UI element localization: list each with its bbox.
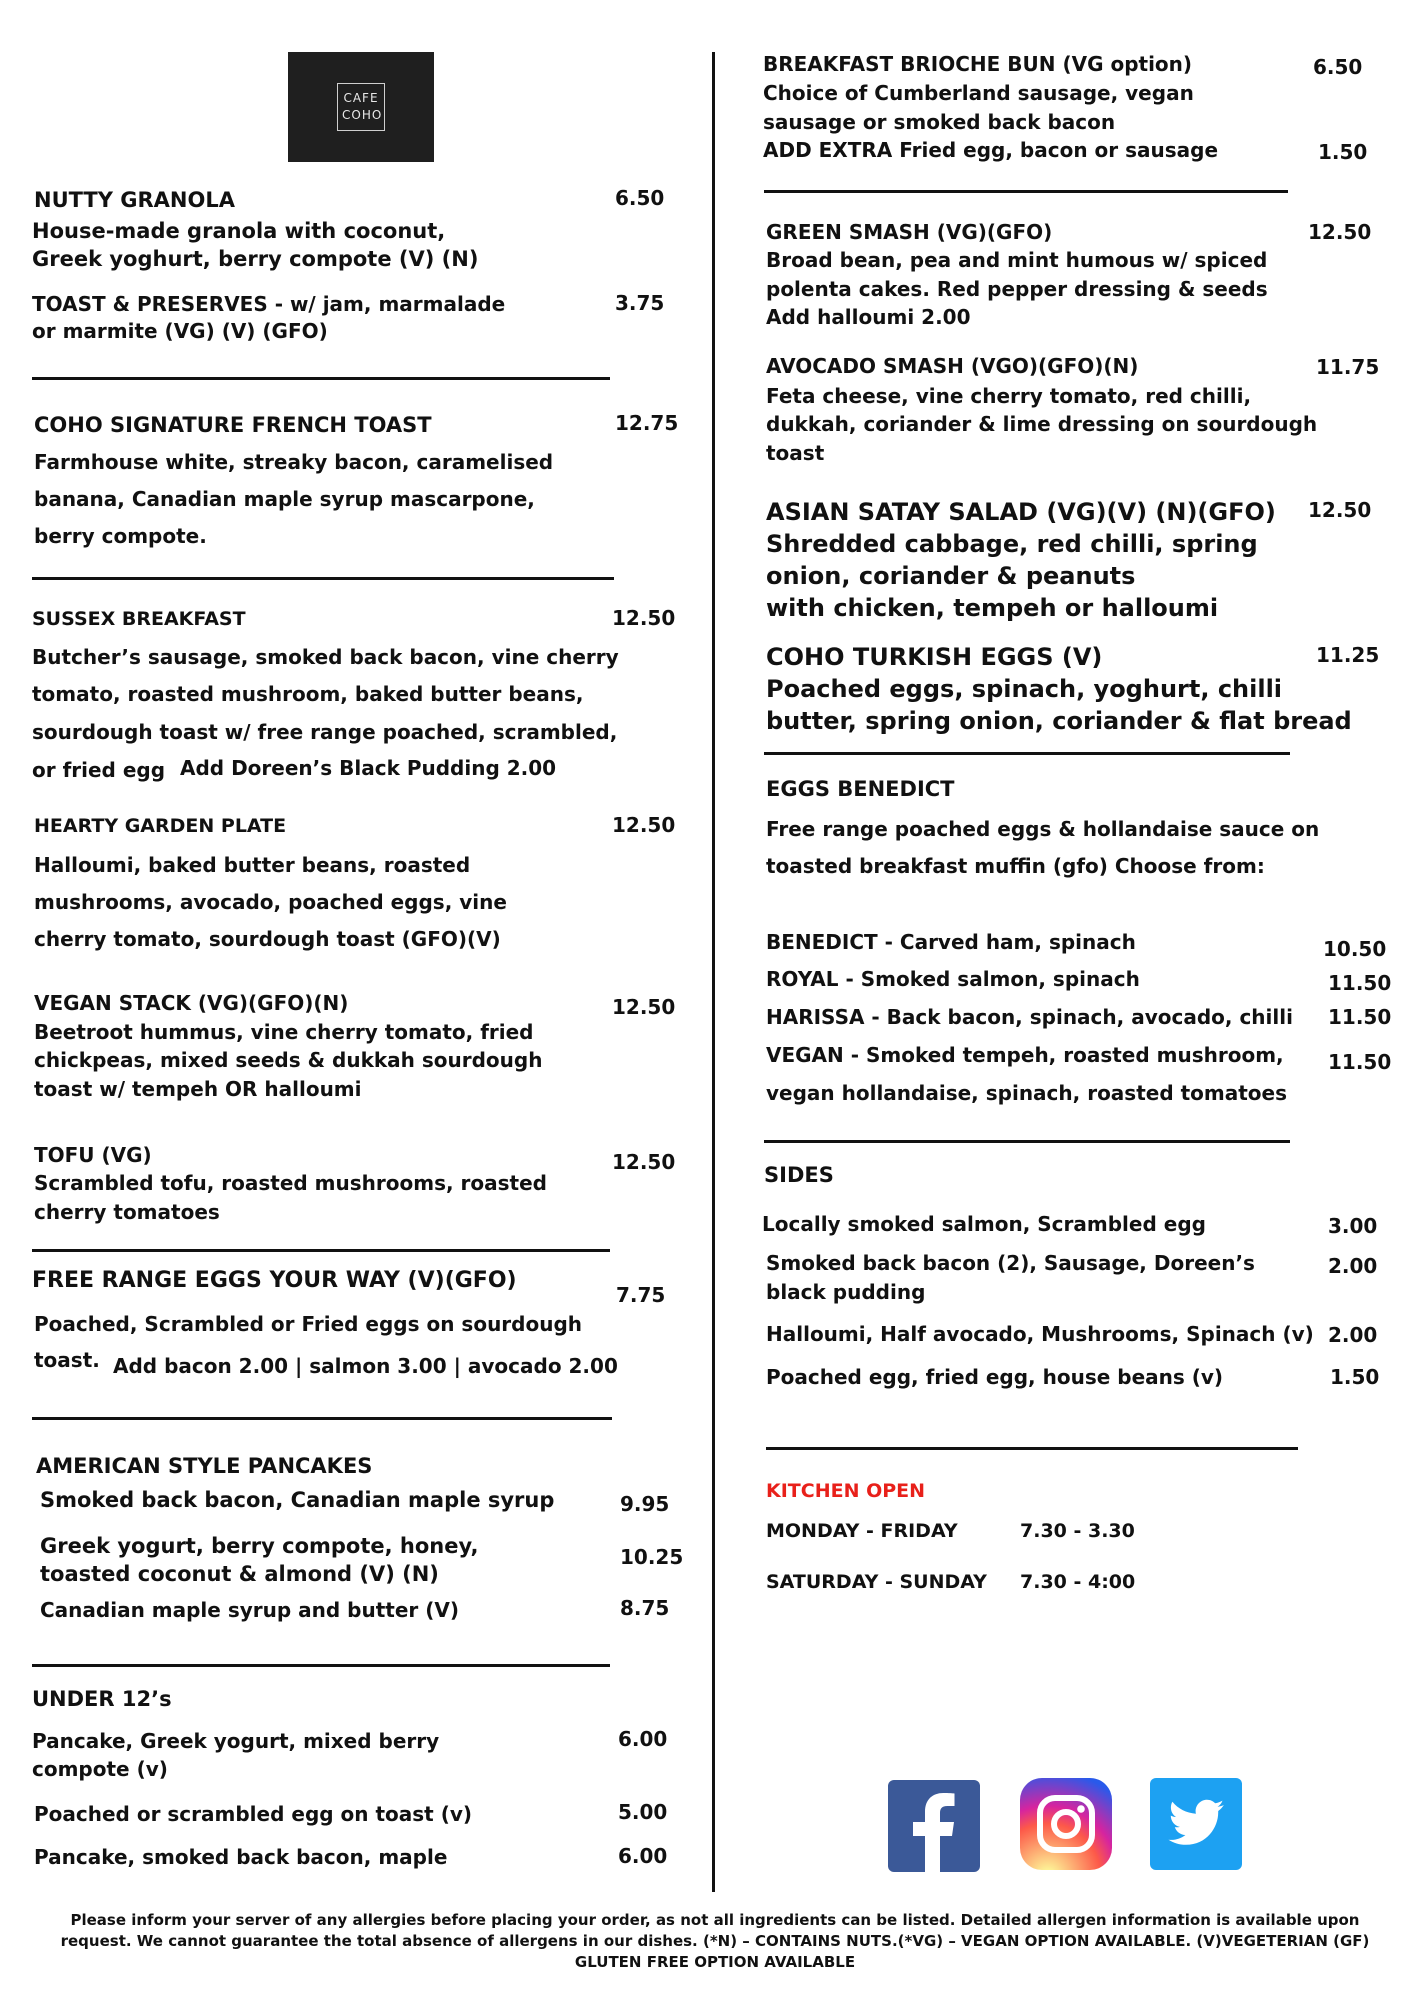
item-title: GREEN SMASH (VG)(GFO) [766, 220, 1053, 244]
item-title: VEGAN STACK (VG)(GFO)(N) [34, 991, 349, 1015]
item-desc: sausage or smoked back bacon [763, 110, 1116, 134]
item-desc: butter, spring onion, coriander & flat bread [766, 707, 1352, 735]
item-desc: Canadian maple syrup and butter (V) [40, 1598, 459, 1622]
item-desc: HARISSA - Back bacon, spinach, avocado, chilli [766, 1005, 1293, 1029]
item-price: 6.50 [1313, 55, 1363, 79]
item-desc: banana, Canadian maple syrup mascarpone, [34, 487, 535, 511]
item-desc: Butcher’s sausage, smoked back bacon, vine cherry [32, 645, 619, 669]
item-desc: toasted coconut & almond (V) (N) [40, 1562, 439, 1586]
item-desc: sourdough toast w/ free range poached, scrambled, [32, 720, 618, 744]
item-desc: Smoked back bacon, Canadian maple syrup [40, 1488, 555, 1512]
item-desc: vegan hollandaise, spinach, roasted tomatoes [766, 1081, 1288, 1105]
item-desc: compote (v) [32, 1757, 168, 1781]
item-price: 12.50 [612, 1150, 676, 1174]
item-title: BREAKFAST BRIOCHE BUN (VG option) [763, 52, 1193, 76]
item-desc: berry compote. [34, 524, 207, 548]
item-desc: chickpeas, mixed seeds & dukkah sourdough [34, 1048, 543, 1072]
item-desc: Halloumi, baked butter beans, roasted [34, 853, 471, 877]
item-title: COHO SIGNATURE FRENCH TOAST [34, 413, 432, 437]
item-desc: toast w/ tempeh OR halloumi [34, 1077, 362, 1101]
item-desc: dukkah, coriander & lime dressing on sourdough [766, 412, 1318, 436]
item-price: 12.50 [1308, 498, 1372, 522]
footer-line: request. We cannot guarantee the total absence of allergens in our dishes. (*N) – CONTAINS NUTS.(*VG) – VEGAN OPTION AVAILABLE. (V)VEGETERIAN (GF) [60, 1932, 1370, 1950]
item-price: 3.00 [1328, 1214, 1378, 1238]
item-desc: Farmhouse white, streaky bacon, caramelised [34, 450, 554, 474]
item-desc: Feta cheese, vine cherry tomato, red chilli, [766, 384, 1252, 408]
section-divider [764, 752, 1290, 755]
section-divider [32, 377, 610, 380]
item-desc: House-made granola with coconut, [32, 219, 446, 243]
item-desc: or marmite (VG) (V) (GFO) [32, 319, 328, 343]
section-divider [32, 1417, 612, 1420]
item-title: NUTTY GRANOLA [34, 188, 235, 212]
item-desc: Free range poached eggs & hollandaise sauce on [766, 817, 1320, 841]
item-desc: black pudding [766, 1280, 926, 1304]
item-price: 11.50 [1328, 1050, 1392, 1074]
kitchen-open-title: KITCHEN OPEN [766, 1480, 926, 1502]
item-price: 7.75 [616, 1283, 666, 1307]
item-price: 3.75 [615, 291, 665, 315]
item-price: 6.50 [615, 186, 665, 210]
column-divider [712, 52, 715, 1892]
item-desc: Shredded cabbage, red chilli, spring [766, 530, 1258, 558]
section-divider [32, 1249, 610, 1252]
item-desc: Poached eggs, spinach, yoghurt, chilli [766, 675, 1283, 703]
item-price: 10.25 [620, 1545, 684, 1569]
item-desc: with chicken, tempeh or halloumi [766, 594, 1219, 622]
item-desc: Pancake, Greek yogurt, mixed berry [32, 1729, 440, 1753]
item-desc: polenta cakes. Red pepper dressing & seeds [766, 277, 1268, 301]
kitchen-days: SATURDAY - SUNDAY [766, 1571, 987, 1593]
twitter-icon[interactable] [1150, 1778, 1242, 1870]
allergen-footer [40, 1910, 1390, 1973]
twitter-glyph [1150, 1778, 1242, 1870]
item-desc: mushrooms, avocado, poached eggs, vine [34, 890, 507, 914]
section-divider [32, 1664, 610, 1667]
footer-line: Please inform your server of any allergies before placing your order, as not all ingredients can be listed. Detailed allergen information is available upon [70, 1911, 1360, 1929]
instagram-icon[interactable] [1020, 1778, 1112, 1870]
item-desc: Pancake, smoked back bacon, maple [34, 1845, 448, 1869]
item-price: 12.50 [1308, 220, 1372, 244]
kitchen-days: MONDAY - FRIDAY [766, 1520, 958, 1542]
item-price: 12.50 [612, 813, 676, 837]
item-title: TOAST & PRESERVES - w/ jam, marmalade [32, 292, 506, 316]
item-price: 11.50 [1328, 1005, 1392, 1029]
item-price: 11.25 [1316, 643, 1380, 667]
section-title: AMERICAN STYLE PANCAKES [36, 1454, 373, 1478]
item-desc: Locally smoked salmon, Scrambled egg [762, 1212, 1206, 1236]
item-desc: tomato, roasted mushroom, baked butter beans, [32, 682, 584, 706]
item-desc: Smoked back bacon (2), Sausage, Doreen’s [766, 1251, 1255, 1275]
item-desc: Scrambled tofu, roasted mushrooms, roasted [34, 1171, 547, 1195]
section-title: UNDER 12’s [32, 1687, 172, 1711]
item-title: ASIAN SATAY SALAD (VG)(V) (N)(GFO) [766, 498, 1276, 526]
item-price: 8.75 [620, 1596, 670, 1620]
item-price: 12.50 [612, 995, 676, 1019]
section-divider [32, 577, 614, 580]
item-desc: Beetroot hummus, vine cherry tomato, fried [34, 1020, 534, 1044]
section-title: EGGS BENEDICT [766, 777, 955, 801]
section-divider [764, 190, 1288, 193]
cafe-logo [288, 52, 434, 162]
item-addon: Add Doreen’s Black Pudding 2.00 [180, 756, 557, 780]
footer-line: GLUTEN FREE OPTION AVAILABLE [574, 1953, 856, 1971]
item-desc: toast. [34, 1348, 100, 1372]
section-divider [766, 1447, 1298, 1450]
item-desc: Poached egg, fried egg, house beans (v) [766, 1365, 1224, 1389]
logo-text [337, 83, 385, 131]
item-price: 12.75 [615, 411, 679, 435]
instagram-glyph [1020, 1778, 1112, 1870]
item-price: 2.00 [1328, 1323, 1378, 1347]
facebook-glyph [888, 1780, 980, 1872]
item-desc: toast [766, 441, 825, 465]
item-desc: onion, coriander & peanuts [766, 562, 1136, 590]
item-price: 1.50 [1318, 140, 1368, 164]
item-desc: Poached, Scrambled or Fried eggs on sourdough [34, 1312, 583, 1336]
item-price: 11.50 [1328, 971, 1392, 995]
item-desc: ADD EXTRA Fried egg, bacon or sausage [763, 138, 1219, 162]
item-addon: Add bacon 2.00 | salmon 3.00 | avocado 2.00 [113, 1354, 618, 1378]
section-divider [764, 1140, 1290, 1143]
logo-line-2: COHO [342, 108, 383, 122]
item-desc: cherry tomatoes [34, 1200, 220, 1224]
item-title: HEARTY GARDEN PLATE [34, 815, 287, 837]
item-desc: toasted breakfast muffin (gfo) Choose from: [766, 854, 1265, 878]
logo-line-1: CAFE [343, 91, 379, 105]
item-price: 5.00 [618, 1800, 668, 1824]
item-desc: Greek yogurt, berry compote, honey, [40, 1534, 479, 1558]
item-price: 9.95 [620, 1492, 670, 1516]
item-price: 10.50 [1323, 937, 1387, 961]
item-desc: cherry tomato, sourdough toast (GFO)(V) [34, 927, 501, 951]
item-desc: Poached or scrambled egg on toast (v) [34, 1802, 473, 1826]
item-desc: Halloumi, Half avocado, Mushrooms, Spinach (v) [766, 1322, 1314, 1346]
item-title: FREE RANGE EGGS YOUR WAY (V)(GFO) [32, 1268, 517, 1293]
item-price: 6.00 [618, 1844, 668, 1868]
item-price: 6.00 [618, 1727, 668, 1751]
item-price: 1.50 [1330, 1365, 1380, 1389]
item-price: 12.50 [612, 606, 676, 630]
item-desc: VEGAN - Smoked tempeh, roasted mushroom, [766, 1043, 1284, 1067]
item-title: SUSSEX BREAKFAST [32, 608, 246, 630]
item-desc: Greek yoghurt, berry compote (V) (N) [32, 247, 479, 271]
section-title: SIDES [764, 1163, 834, 1187]
item-desc: Broad bean, pea and mint humous w/ spiced [766, 248, 1268, 272]
item-price: 2.00 [1328, 1254, 1378, 1278]
item-desc: Choice of Cumberland sausage, vegan [763, 81, 1194, 105]
kitchen-hours: 7.30 - 4:00 [1020, 1571, 1136, 1593]
item-title: TOFU (VG) [34, 1143, 152, 1167]
item-desc: Add halloumi 2.00 [766, 305, 971, 329]
facebook-icon[interactable] [888, 1780, 980, 1872]
item-desc: ROYAL - Smoked salmon, spinach [766, 967, 1140, 991]
kitchen-hours: 7.30 - 3.30 [1020, 1520, 1135, 1542]
item-desc: or fried egg [32, 758, 166, 782]
item-title: COHO TURKISH EGGS (V) [766, 643, 1103, 671]
item-title: AVOCADO SMASH (VGO)(GFO)(N) [766, 354, 1139, 378]
item-desc: BENEDICT - Carved ham, spinach [766, 930, 1136, 954]
item-price: 11.75 [1316, 355, 1380, 379]
